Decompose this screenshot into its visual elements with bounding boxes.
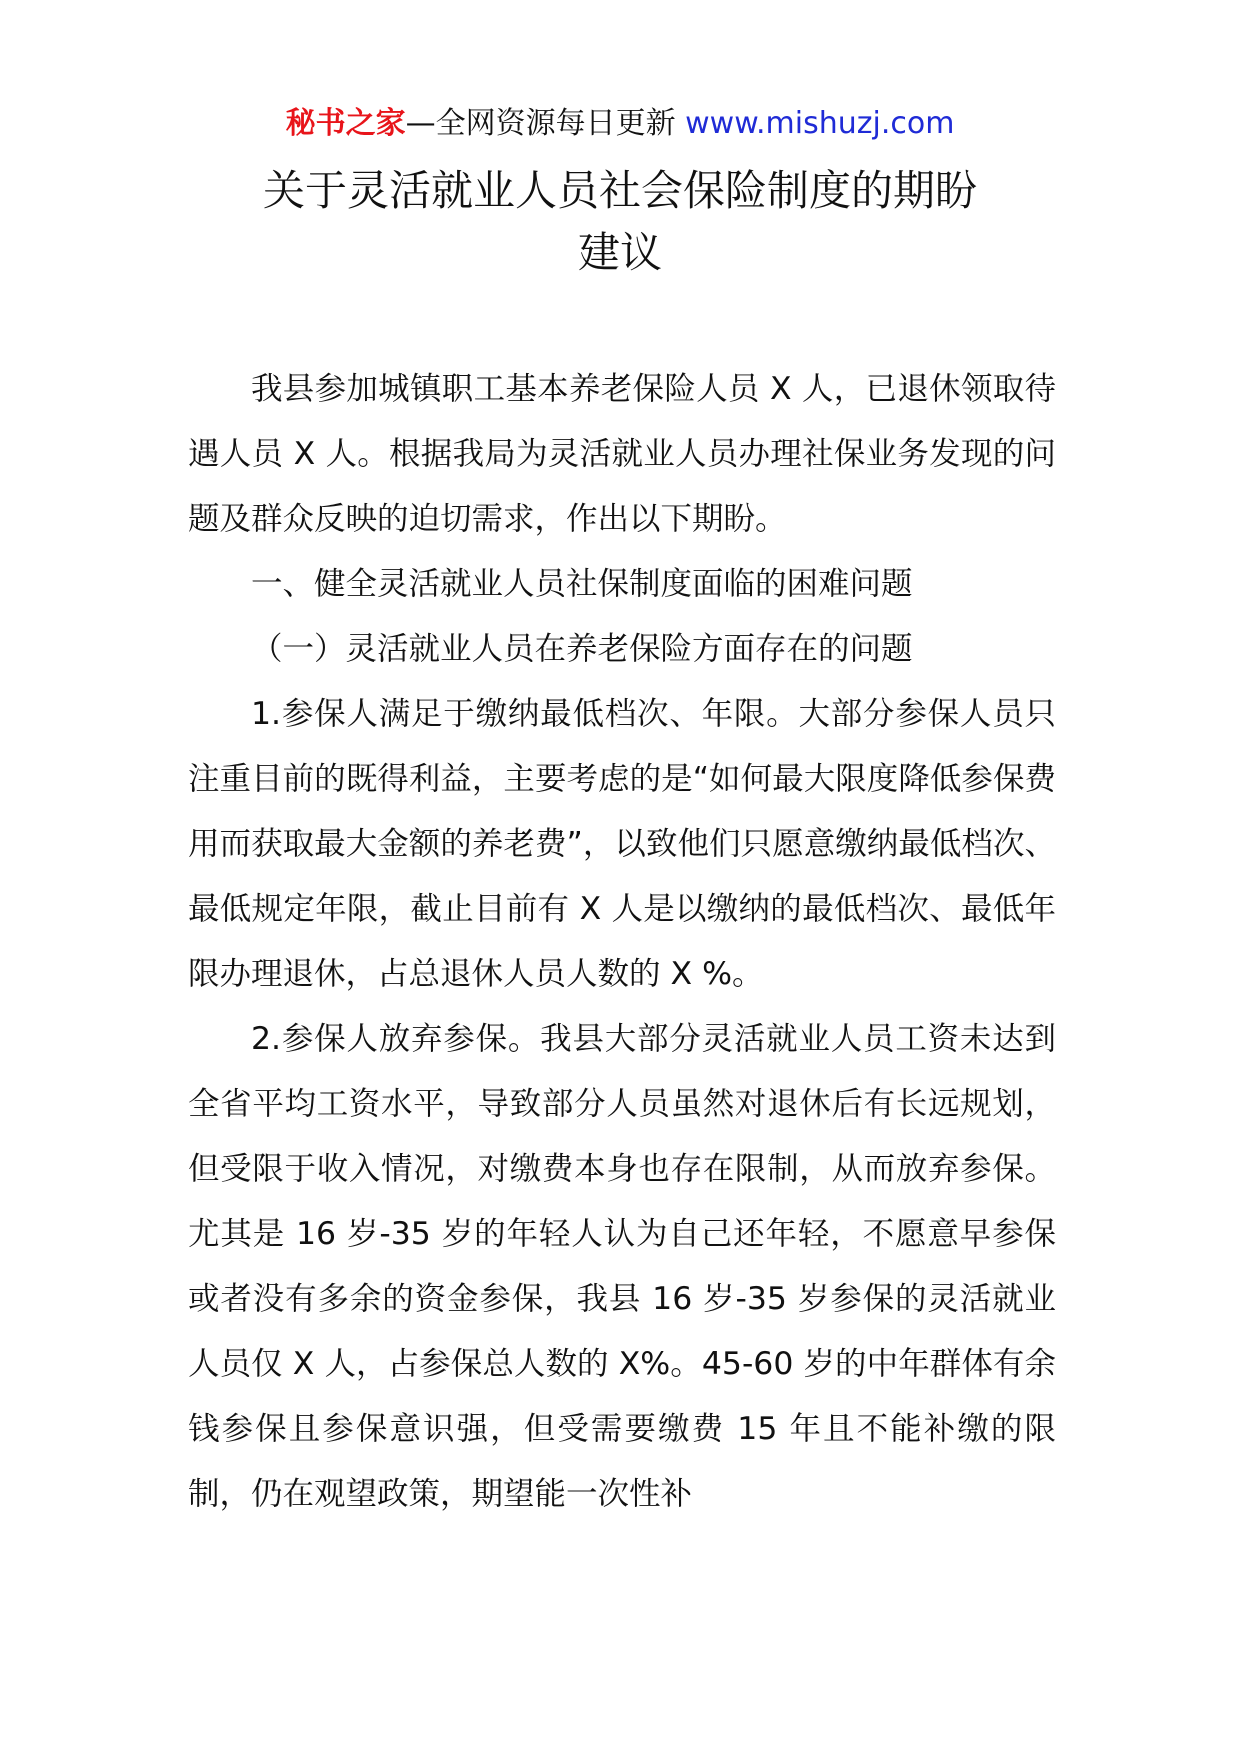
paragraph-intro: 我县参加城镇职工基本养老保险人员 X 人，已退休领取待遇人员 X 人。根据我局为灵活就业人员办理社保业务发现的问题及群众反映的迫切需求，作出以下期盼。 — [188, 371, 1056, 537]
site-brand: 秘书之家 — [285, 106, 406, 141]
title-line-1: 关于灵活就业人员社会保险制度的期盼 — [262, 166, 977, 215]
subsection-heading-1: （一）灵活就业人员在养老保险方面存在的问题 — [251, 631, 913, 667]
document-title — [0, 160, 1240, 284]
site-header — [0, 104, 1240, 144]
document-body — [188, 357, 1056, 1527]
section-heading-1: 一、健全灵活就业人员社保制度面临的困难问题 — [251, 566, 913, 602]
site-url: www.mishuzj.com — [685, 106, 955, 141]
title-line-2: 建议 — [577, 228, 662, 277]
paragraph-item-2: 2.参保人放弃参保。我县大部分灵活就业人员工资未达到全省平均工资水平，导致部分人员虽然对退休后有长远规划，但受限于收入情况，对缴费本身也存在限制，从而放弃参保。尤其是 16 岁-35 岁的年轻人认为自己还年轻，不愿意早参保或者没有多余的资金参保，我县 16 岁-35 岁参保的灵活就业人员仅 X 人，占参保总人数的 X%。45-60 岁的中年群体有余钱参保且参保意识强，但受需要缴费 15 年且不能补缴的限制，仍在观望政策，期望能一次性补 — [188, 1021, 1056, 1512]
site-tagline: —全网资源每日更新 — [405, 106, 676, 141]
paragraph-item-1: 1.参保人满足于缴纳最低档次、年限。大部分参保人员只注重目前的既得利益，主要考虑的是“如何最大限度降低参保费用而获取最大金额的养老费”，以致他们只愿意缴纳最低档次、最低规定年限，截止目前有 X 人是以缴纳的最低档次、最低年限办理退休，占总退休人员人数的 X %。 — [188, 696, 1056, 992]
